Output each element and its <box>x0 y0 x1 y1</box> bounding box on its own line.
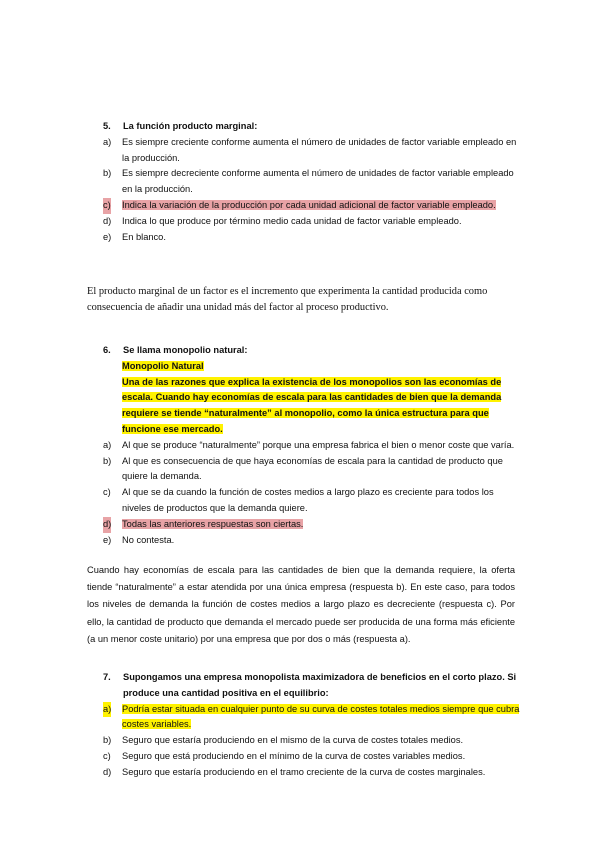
question-number: 6. <box>103 345 111 355</box>
question-7 <box>103 670 523 781</box>
option-letter: d) <box>103 215 112 226</box>
option-letter: a) <box>103 136 112 147</box>
option-e <box>103 230 523 246</box>
option-text: Al que es consecuencia de que haya economías de escala para la cantidad de producto que quiere la demanda. <box>122 455 503 482</box>
option-a <box>103 438 523 454</box>
question-text: La función producto marginal: <box>123 121 258 131</box>
option-letter: a) <box>103 439 112 450</box>
option-d <box>103 214 523 230</box>
note-title: Monopolio Natural <box>122 360 204 371</box>
question-title <box>103 343 523 359</box>
option-b <box>103 733 523 749</box>
question-text: Supongamos una empresa monopolista maximizadora de beneficios en el corto plazo. Si produce una cantidad positiva en el equilibrio: <box>123 672 517 698</box>
option-letter: c) <box>103 487 111 498</box>
option-b <box>103 454 523 486</box>
option-text: Al que se da cuando la función de costes medios a largo plazo es creciente para todos los niveles de productos que la demanda quiere. <box>122 487 494 513</box>
explanation-6: Cuando hay economías de escala para las cantidades de bien que la demanda requiere, la oferta tiende “naturalmente” a estar atendida por una única empresa (respuesta b). En este caso, para todos los niveles de demanda la función de costes medios a largo plazo es decreciente (respuesta c). Por ello, la cantidad de producto que demanda el mercado puede ser producida de una forma más eficiente (a un menor coste unitario) por una empresa que por dos o más (respuesta a). <box>87 565 515 644</box>
question-title <box>103 670 523 702</box>
option-text: Al que se produce “naturalmente” porque una empresa fabrica el bien o menor coste que varía. <box>122 439 515 450</box>
option-letter: e) <box>103 231 112 242</box>
option-text: No contesta. <box>122 534 175 545</box>
question-number: 7. <box>103 672 111 682</box>
option-e <box>103 533 523 549</box>
option-text: Seguro que estaría produciendo en el mismo de la curva de costes totales medios. <box>122 735 464 746</box>
option-letter: b) <box>103 735 112 746</box>
option-letter: d) <box>103 517 111 533</box>
option-text: Seguro que estaría produciendo en el tramo creciente de la curva de costes marginales. <box>122 766 486 777</box>
option-text: Todas las anteriores respuestas son ciertas. <box>122 518 304 529</box>
option-text: En blanco. <box>122 231 166 242</box>
option-b <box>103 166 523 198</box>
option-d <box>103 765 523 781</box>
option-letter: c) <box>103 750 111 761</box>
option-letter: b) <box>103 455 112 466</box>
question-number: 5. <box>103 121 111 131</box>
option-text: Indica la variación de la producción por cada unidad adicional de factor variable empleado. <box>122 199 496 210</box>
option-letter: b) <box>103 168 112 179</box>
question-title <box>103 119 523 135</box>
option-a-correct <box>103 702 523 734</box>
question-5 <box>103 119 523 245</box>
explanation-5: El producto marginal de un factor es el incremento que experimenta la cantidad producida como consecuencia de añadir una unidad más del factor al proceso productivo. <box>87 286 488 313</box>
option-letter: e) <box>103 534 112 545</box>
option-letter: d) <box>103 766 112 777</box>
option-text: Indica lo que produce por término medio cada unidad de factor variable empleado. <box>122 215 462 226</box>
option-c-correct <box>103 198 523 214</box>
option-text: Podría estar situada en cualquier punto de su curva de costes totales medios siempre que cubra costes variables. <box>122 703 520 730</box>
option-text: Es siempre creciente conforme aumenta el número de unidades de factor variable empleado en la producción. <box>122 136 517 163</box>
option-letter: a) <box>103 702 111 718</box>
question-6 <box>103 343 523 548</box>
option-letter: c) <box>103 198 111 214</box>
option-text: Seguro que está produciendo en el mínimo de la curva de costes variables medios. <box>122 750 466 761</box>
option-d-correct <box>103 517 523 533</box>
option-c <box>103 485 523 517</box>
monopoly-note <box>103 359 523 438</box>
option-a <box>103 135 523 167</box>
option-text: Es siempre decreciente conforme aumenta el número de unidades de factor variable empleado en la producción. <box>122 168 514 195</box>
option-c <box>103 749 523 765</box>
question-text: Se llama monopolio natural: <box>123 345 248 355</box>
note-text: Una de las razones que explica la existencia de los monopolios son las economías de escala. Cuando hay economías de escala para las cantidades de bien que la demanda requiere se tiende “naturalmente” al monopolio, como la única estructura para que funcione ese mercado. <box>122 376 502 434</box>
